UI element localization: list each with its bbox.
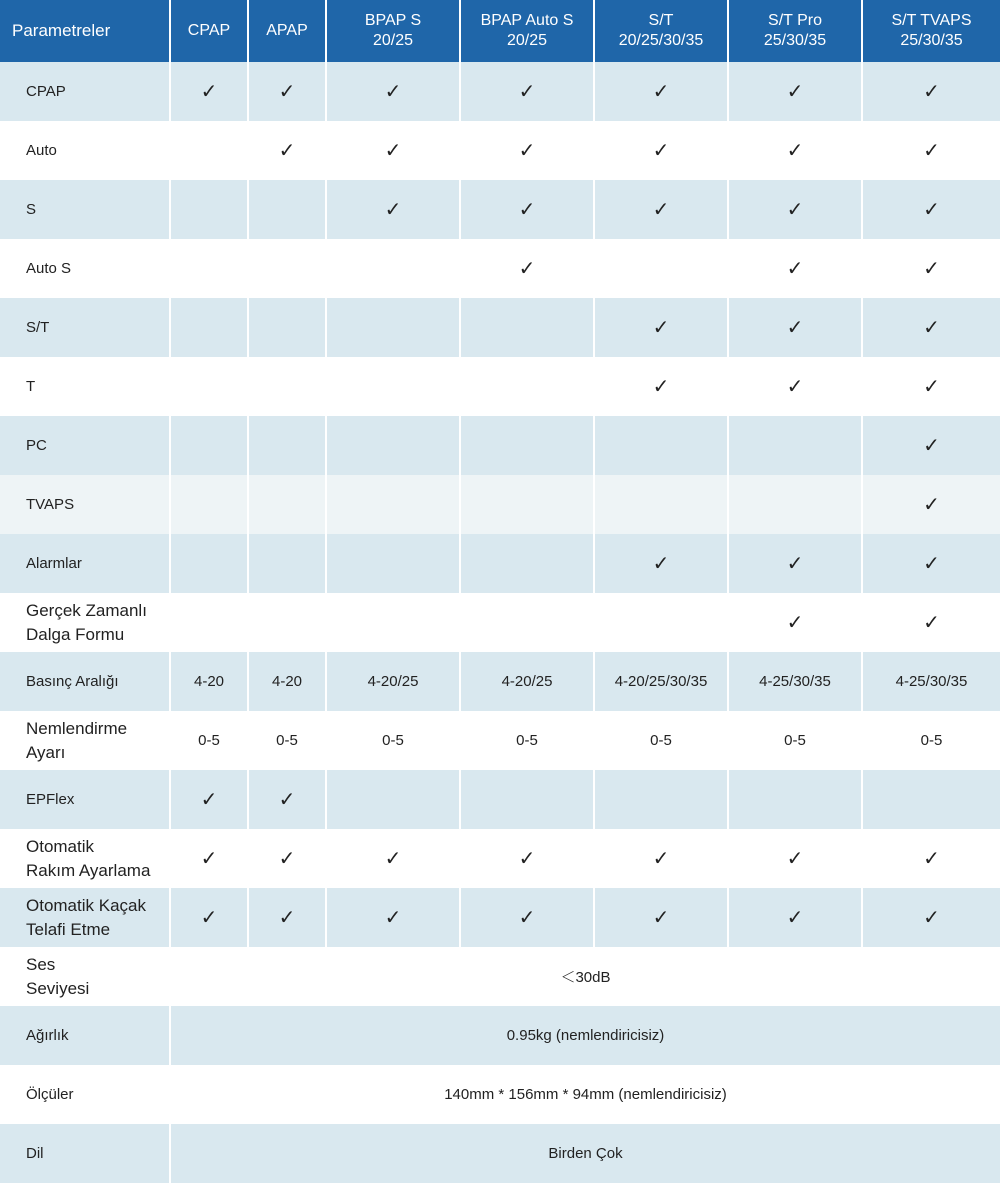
row-label: S/T <box>0 298 171 357</box>
table-row <box>0 416 1000 475</box>
check-icon: ✓ <box>327 829 461 888</box>
spanning-value: 0.95kg (nemlendiricisiz) <box>171 1006 1000 1065</box>
table-cell: 0-5 <box>595 711 729 770</box>
check-icon: ✓ <box>461 239 595 298</box>
row-label: Gerçek Zamanlı Dalga Formu <box>0 593 171 652</box>
check-icon: ✓ <box>461 888 595 947</box>
table-cell <box>461 770 595 829</box>
check-icon: ✓ <box>595 298 729 357</box>
check-icon: ✓ <box>171 888 249 947</box>
check-icon: ✓ <box>595 534 729 593</box>
table-cell: 4-20/25/30/35 <box>595 652 729 711</box>
row-label: Otomatik Rakım Ayarlama <box>0 829 171 888</box>
check-icon: ✓ <box>729 357 863 416</box>
table-cell: 4-25/30/35 <box>729 652 863 711</box>
check-icon: ✓ <box>729 298 863 357</box>
check-icon: ✓ <box>863 357 1000 416</box>
table-cell <box>595 475 729 534</box>
row-label: Ağırlık <box>0 1006 171 1065</box>
header-cpap: CPAP <box>171 0 249 62</box>
header-st: S/T 20/25/30/35 <box>595 0 729 62</box>
header-parameters: Parametreler <box>0 0 171 62</box>
check-icon: ✓ <box>595 357 729 416</box>
table-cell <box>729 416 863 475</box>
table-cell <box>327 239 461 298</box>
table-row <box>0 770 1000 829</box>
check-icon: ✓ <box>327 62 461 121</box>
row-label: Alarmlar <box>0 534 171 593</box>
table-row <box>0 298 1000 357</box>
table-cell <box>249 593 327 652</box>
table-cell <box>171 357 249 416</box>
table-row <box>0 534 1000 593</box>
table-cell <box>461 475 595 534</box>
table-row <box>0 947 1000 1006</box>
check-icon: ✓ <box>249 888 327 947</box>
spanning-value: Birden Çok <box>171 1124 1000 1183</box>
check-icon: ✓ <box>249 121 327 180</box>
table-row <box>0 62 1000 121</box>
header-bpap-auto-s: BPAP Auto S 20/25 <box>461 0 595 62</box>
table-cell: 0-5 <box>729 711 863 770</box>
row-label: CPAP <box>0 62 171 121</box>
table-cell <box>249 298 327 357</box>
table-cell <box>595 593 729 652</box>
row-label: S <box>0 180 171 239</box>
check-icon: ✓ <box>863 593 1000 652</box>
table-cell <box>461 534 595 593</box>
check-icon: ✓ <box>461 121 595 180</box>
check-icon: ✓ <box>595 829 729 888</box>
check-icon: ✓ <box>595 180 729 239</box>
check-icon: ✓ <box>171 770 249 829</box>
check-icon: ✓ <box>863 534 1000 593</box>
table-cell <box>729 475 863 534</box>
table-cell <box>327 298 461 357</box>
check-icon: ✓ <box>863 180 1000 239</box>
table-cell <box>249 475 327 534</box>
check-icon: ✓ <box>863 475 1000 534</box>
table-cell <box>595 770 729 829</box>
table-cell <box>729 770 863 829</box>
check-icon: ✓ <box>863 298 1000 357</box>
row-label: T <box>0 357 171 416</box>
table-cell: 0-5 <box>327 711 461 770</box>
table-cell: 4-20/25 <box>461 652 595 711</box>
table-cell <box>171 239 249 298</box>
table-cell <box>327 593 461 652</box>
check-icon: ✓ <box>863 888 1000 947</box>
row-label: Otomatik Kaçak Telafi Etme <box>0 888 171 947</box>
check-icon: ✓ <box>461 829 595 888</box>
header-bpap-s: BPAP S 20/25 <box>327 0 461 62</box>
table-row <box>0 1006 1000 1065</box>
check-icon: ✓ <box>729 180 863 239</box>
table-row <box>0 888 1000 947</box>
table-cell <box>171 298 249 357</box>
row-label: Auto <box>0 121 171 180</box>
table-cell <box>249 357 327 416</box>
table-cell <box>863 770 1000 829</box>
table-row <box>0 593 1000 652</box>
table-cell <box>461 593 595 652</box>
check-icon: ✓ <box>249 770 327 829</box>
table-cell <box>327 475 461 534</box>
table-row <box>0 829 1000 888</box>
row-label: PC <box>0 416 171 475</box>
check-icon: ✓ <box>729 593 863 652</box>
row-label: EPFlex <box>0 770 171 829</box>
check-icon: ✓ <box>461 62 595 121</box>
header-row <box>0 0 1000 62</box>
row-label: Dil <box>0 1124 171 1183</box>
check-icon: ✓ <box>863 62 1000 121</box>
table-row <box>0 357 1000 416</box>
table-cell <box>327 357 461 416</box>
check-icon: ✓ <box>863 239 1000 298</box>
table-cell: 0-5 <box>461 711 595 770</box>
table-cell <box>171 534 249 593</box>
check-icon: ✓ <box>595 121 729 180</box>
check-icon: ✓ <box>327 121 461 180</box>
row-label: Auto S <box>0 239 171 298</box>
check-icon: ✓ <box>729 534 863 593</box>
table-cell: 4-25/30/35 <box>863 652 1000 711</box>
check-icon: ✓ <box>327 180 461 239</box>
check-icon: ✓ <box>729 239 863 298</box>
table-cell <box>249 416 327 475</box>
check-icon: ✓ <box>729 888 863 947</box>
table-cell: 0-5 <box>863 711 1000 770</box>
row-label: Ölçüler <box>0 1065 171 1124</box>
header-apap: APAP <box>249 0 327 62</box>
table-cell <box>249 180 327 239</box>
table-cell <box>171 416 249 475</box>
table-row <box>0 652 1000 711</box>
spanning-value: ＜30dB <box>171 947 1000 1006</box>
spanning-value: 140mm * 156mm * 94mm (nemlendiricisiz) <box>171 1065 1000 1124</box>
table-cell <box>461 416 595 475</box>
check-icon: ✓ <box>863 416 1000 475</box>
check-icon: ✓ <box>729 62 863 121</box>
table-cell <box>461 357 595 416</box>
table-row <box>0 121 1000 180</box>
table-cell <box>595 416 729 475</box>
header-st-tvaps: S/T TVAPS 25/30/35 <box>863 0 1000 62</box>
check-icon: ✓ <box>729 829 863 888</box>
table-cell <box>171 180 249 239</box>
row-label: Basınç Aralığı <box>0 652 171 711</box>
table-cell <box>461 298 595 357</box>
check-icon: ✓ <box>863 829 1000 888</box>
check-icon: ✓ <box>729 121 863 180</box>
table-cell: 0-5 <box>249 711 327 770</box>
table-cell <box>327 770 461 829</box>
check-icon: ✓ <box>249 829 327 888</box>
check-icon: ✓ <box>595 62 729 121</box>
row-label: Nemlendirme Ayarı <box>0 711 171 770</box>
table-row <box>0 1065 1000 1124</box>
table-cell <box>171 121 249 180</box>
table-cell: 4-20 <box>171 652 249 711</box>
table-cell: 4-20 <box>249 652 327 711</box>
check-icon: ✓ <box>461 180 595 239</box>
check-icon: ✓ <box>171 62 249 121</box>
check-icon: ✓ <box>327 888 461 947</box>
table-cell <box>327 416 461 475</box>
header-st-pro: S/T Pro 25/30/35 <box>729 0 863 62</box>
table-cell <box>171 475 249 534</box>
table-cell: 4-20/25 <box>327 652 461 711</box>
table-row <box>0 239 1000 298</box>
table-cell: 0-5 <box>171 711 249 770</box>
table-row <box>0 475 1000 534</box>
check-icon: ✓ <box>863 121 1000 180</box>
check-icon: ✓ <box>249 62 327 121</box>
row-label: Ses Seviyesi <box>0 947 171 1006</box>
check-icon: ✓ <box>595 888 729 947</box>
row-label: TVAPS <box>0 475 171 534</box>
check-icon: ✓ <box>171 829 249 888</box>
table-cell <box>249 534 327 593</box>
table-cell <box>595 239 729 298</box>
table-cell <box>171 593 249 652</box>
table-row <box>0 711 1000 770</box>
table-cell <box>327 534 461 593</box>
table-cell <box>249 239 327 298</box>
table-row <box>0 180 1000 239</box>
table-row <box>0 1124 1000 1183</box>
